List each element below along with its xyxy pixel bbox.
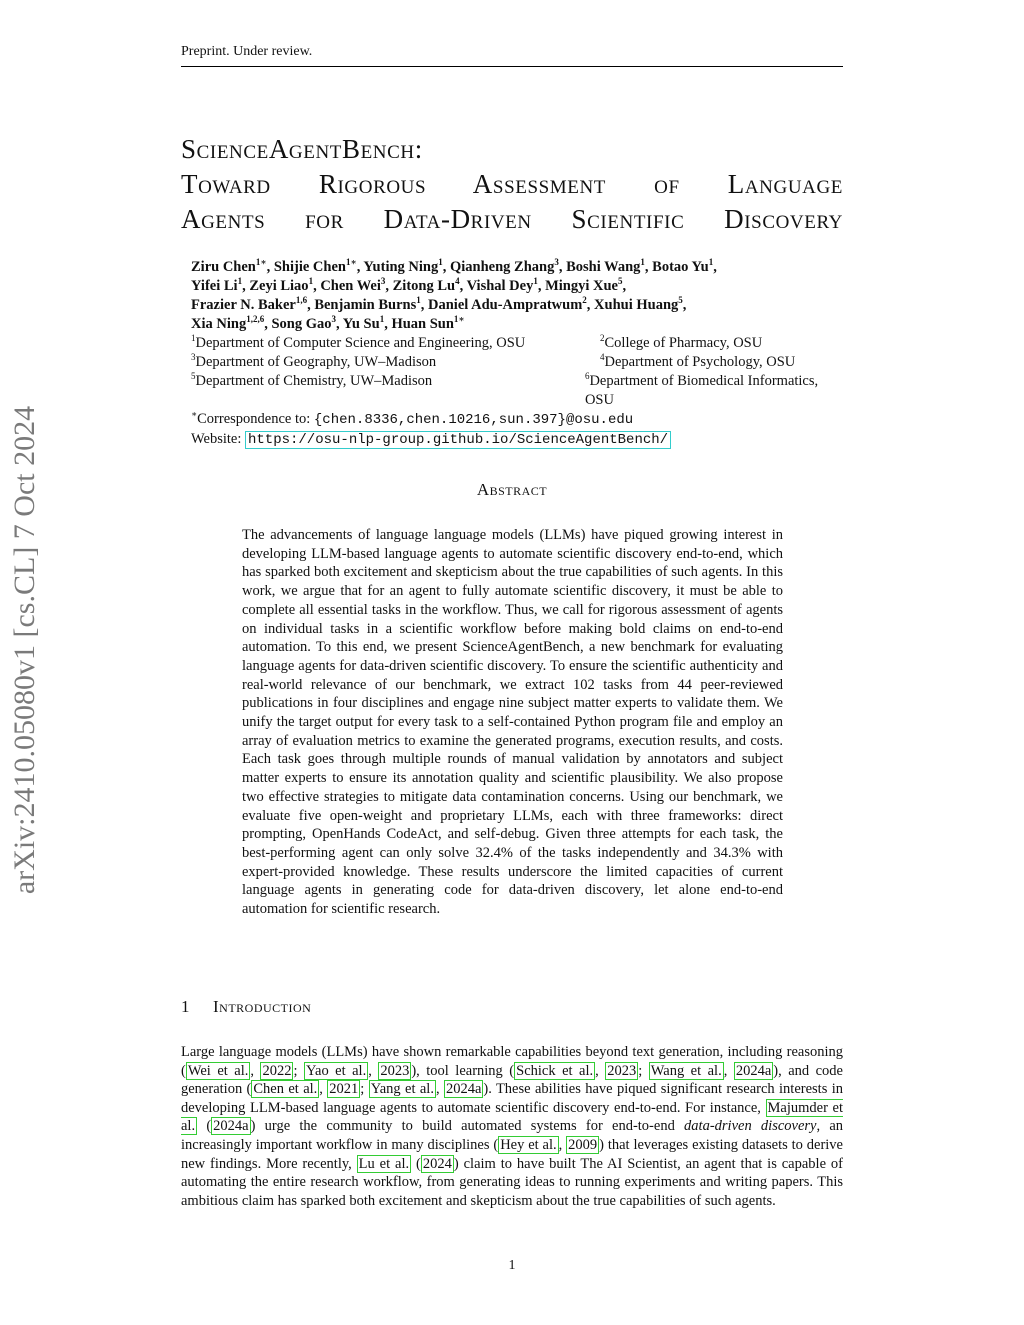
citation-year-link[interactable]: 2024 [422, 1155, 452, 1172]
author-affil-marker: 1,6 [295, 295, 308, 306]
introduction-paragraph [181, 1043, 843, 1210]
author-line-3: Frazier N. Baker$^{1,6}$, Benjamin Burns$^1$, Daniel Adu-Ampratwum$^2$, Xuhui Huang$^5$, [191, 295, 687, 313]
intro-text: ), tool learning ( [411, 1062, 515, 1079]
intro-text: , [250, 1062, 261, 1079]
intro-text: urge the community to build automated systems for end-to-end [255, 1118, 685, 1135]
author-affil-marker: 1 [708, 257, 714, 268]
correspondence-line [191, 410, 841, 430]
author-name: Botao Yu [652, 259, 709, 275]
abstract-text: The advancements of language language models (LLMs) have piqued growing interest in developing LLM-based language agents to automate scientific discovery end-to-end, which has sparked both excitement and skepticism about the true capabilities of such agents. In this work, we argue that for an agent to fully automate scientific discovery, it must be able to complete all essential tasks in the workflow. Thus, we call for rigorous assessment of agents on individual tasks in a scientific workflow before making bold claims on end-to-end automation. To this end, we present ScienceAgentBench, a new benchmark for evaluating language agents for data-driven scientific discovery. To ensure the scientific authenticity and real-world relevance of our benchmark, we extract 102 tasks from 44 peer-reviewed publications in four disciplines and engage nine subject matter experts to validate them. We unify the target output for every task to a self-contained Python program file and employ an array of evaluation metrics to examine the generated programs, execution results, and costs. Each task goes through multiple rounds of manual validation by annotators and subject matter experts to ensure its annotation quality and scientific plausibility. We also propose two effective strategies to mitigate data contamination concerns. Using our benchmark, we evaluate five open-weight and proprietary LLMs, each with three frameworks: direct prompting, OpenHands CodeAct, and self-debug. Given three attempts for each task, the best-performing agent can only solve 32.4% of the tasks independently and 34.3% with expert-provided knowledge. These results underscore the limited capacities of current language agents in generating code for data-driven discovery, let alone end-to-end automation for scientific research. [242, 527, 783, 918]
author-affil-marker: 1 [533, 276, 538, 287]
citation-link[interactable]: Chen et al. [253, 1081, 318, 1098]
intro-text: , [595, 1062, 606, 1079]
affil-number: 4 [600, 352, 605, 363]
website-link[interactable]: https://osu-nlp-group.github.io/ScienceAgentBench/ [245, 431, 671, 449]
affil-text: Department of Geography, UW–Madison [195, 354, 437, 370]
section-number: 1 [181, 997, 190, 1016]
intro-text: ) that leverages existing datasets to derive new findings. More recently, [181, 1136, 843, 1172]
website-line [191, 430, 841, 450]
author-affil-marker: 3 [331, 314, 336, 325]
author-affil-marker: 5 [618, 276, 623, 287]
author-affil-marker: 1 [237, 276, 243, 287]
author-line-2: Yifei Li$^1$, Zeyi Liao$^1$, Chen Wei$^3$, Zitong Lu$^4$, Vishal Dey$^1$, Mingyi Xue$^5$, [191, 276, 627, 294]
author-affil-marker: 1,2,6 [246, 314, 265, 325]
citation-year-link[interactable]: 2023 [607, 1062, 637, 1079]
citation-year-link[interactable]: 2023 [380, 1062, 410, 1079]
author-affil-marker: 3 [554, 257, 559, 268]
intro-text: ). These abilities have piqued significant research interests in developing LLM-based language agents to automate scientific discovery end-to-end. For instance, [181, 1081, 843, 1116]
paper-title [181, 132, 843, 237]
correspondence-marker: ∗ [191, 409, 198, 420]
affiliation [191, 372, 585, 410]
intro-text: ) [250, 1118, 256, 1135]
author-name: Yuting Ning [363, 259, 439, 275]
affiliation [585, 372, 841, 410]
citation-link[interactable]: Wei et al. [187, 1062, 249, 1079]
affil-number: 1 [191, 333, 196, 344]
author-name: Chen Wei [320, 278, 381, 294]
affil-text: Department of Biomedical Informatics, OSU [584, 373, 819, 408]
intro-text: ) [453, 1155, 459, 1172]
citation-year-link[interactable]: 2009 [568, 1136, 598, 1153]
affiliation [191, 353, 600, 372]
affil-number: 6 [584, 371, 590, 382]
intro-text: ; [638, 1062, 649, 1079]
author-name: Mingyi Xue [545, 278, 618, 294]
author-affil-marker: 1 [379, 314, 385, 325]
intro-text: , [319, 1081, 328, 1098]
author-name: Frazier N. Baker [191, 297, 296, 313]
citation-year-link[interactable]: 2022 [262, 1062, 292, 1079]
author-name: Yifei Li [191, 278, 238, 294]
citation-link[interactable]: Schick et al. [516, 1062, 594, 1079]
section-heading-introduction [181, 997, 311, 1017]
author-affil-marker: 1 [308, 276, 314, 287]
author-line-4: Xia Ning$^{1,2,6}$, Song Gao$^3$, Yu Su$^1$, Huan Sun$^{1∗}$ [191, 314, 465, 332]
intro-text: , [435, 1081, 444, 1098]
title-line-3: Agents for Data-Driven Scientific Discovery [181, 204, 843, 234]
title-line-2: Toward Rigorous Assessment of Language [181, 169, 843, 199]
author-affil-marker: 3 [380, 276, 386, 287]
affiliation [600, 334, 762, 353]
abstract-heading: Abstract [476, 480, 548, 499]
author-affil-marker: 1 [640, 257, 645, 268]
author-affil-marker: 4 [455, 276, 460, 287]
citation-year-link[interactable]: 2024a [445, 1081, 482, 1098]
author-block [191, 258, 841, 450]
running-header: Preprint. Under review. [181, 44, 843, 67]
intro-text: ; [293, 1062, 304, 1079]
title-line-1: ScienceAgentBench: [181, 134, 423, 164]
affil-text: College of Pharmacy, OSU [604, 335, 763, 351]
author-name: Xuhui Huang [594, 297, 679, 313]
correspondence-emails[interactable]: {chen.8336,chen.10216,sun.397}@osu.edu [313, 412, 634, 428]
author-name: Benjamin Burns [314, 297, 417, 313]
affil-number: 5 [191, 371, 196, 382]
citation-link[interactable]: Lu et al. [358, 1155, 410, 1172]
intro-text: ( [416, 1155, 421, 1172]
author-line-1: Ziru Chen$^{1∗}$, Shijie Chen$^{1∗}$, Yuting Ning$^1$, Qianheng Zhang$^3$, Boshi Wang$^1$, Botao Yu$^1$, [191, 257, 717, 275]
affil-text: Department of Psychology, OSU [604, 354, 796, 370]
affiliation [600, 353, 795, 372]
affil-text: Department of Chemistry, UW–Madison [195, 373, 433, 389]
intro-text: Large language models (LLMs) have shown remarkable capabilities beyond text generation, including reasoning ( [181, 1044, 843, 1079]
author-affil-marker: 2 [582, 295, 587, 306]
author-affil-marker: 1∗ [345, 257, 357, 268]
correspondence-label: Correspondence to: [197, 411, 314, 427]
intro-text: claim to have built The AI Scientist, an agent that is capable of automating the entire research workflow, from generating ideas to running experiments and writing papers. This ambitious claim has sparked both excitement and skepticism about the true capabilities of such agents. [181, 1155, 843, 1209]
author-name: Qianheng Zhang [449, 259, 555, 275]
author-affil-marker: 5 [678, 295, 683, 306]
affil-number: 3 [191, 352, 196, 363]
author-name: Huan Sun [391, 316, 454, 332]
affiliation-row [191, 372, 841, 410]
affil-number: 2 [600, 333, 605, 344]
author-name: Boshi Wang [566, 259, 641, 275]
citation-year-link[interactable]: 2024a [735, 1062, 772, 1079]
author-name: Song Gao [271, 316, 332, 332]
intro-text: , [368, 1062, 379, 1079]
author-name: Zeyi Liao [249, 278, 309, 294]
citation-year-link[interactable]: 2024a [213, 1118, 249, 1135]
affil-text: Department of Computer Science and Engineering, OSU [195, 335, 526, 351]
author-affil-marker: 1∗ [453, 314, 465, 325]
intro-text: ), and code generation ( [181, 1062, 843, 1098]
intro-text: ; [360, 1081, 369, 1098]
arxiv-identifier-stamp: arXiv:2410.05080v1 [cs.CL] 7 Oct 2024 [8, 405, 41, 895]
author-affil-marker: 1 [416, 295, 421, 306]
citation-link[interactable]: Wang et al. [650, 1062, 722, 1079]
page-number: 1 [508, 1258, 516, 1273]
intro-text: ( [206, 1118, 212, 1135]
citation-link[interactable]: Yao et al. [305, 1062, 367, 1079]
citation-link[interactable]: Majumder et al. [181, 1099, 843, 1135]
author-affil-marker: 1∗ [255, 257, 267, 268]
author-name: Vishal Dey [466, 278, 534, 294]
affiliation-row [191, 334, 841, 353]
affiliation [191, 334, 600, 353]
author-name: Daniel Adu-Ampratwum [428, 297, 583, 313]
website-label: Website: [191, 431, 245, 447]
author-name: Ziru Chen [191, 259, 256, 275]
author-name: Xia Ning [191, 316, 247, 332]
section-title: Introduction [213, 997, 312, 1016]
author-affil-marker: 1 [438, 257, 443, 268]
citation-link[interactable]: Yang et al. [370, 1081, 434, 1098]
intro-emphasis: data-driven discovery [684, 1118, 817, 1135]
intro-text: , [558, 1136, 567, 1153]
author-name: Yu Su [342, 316, 380, 332]
author-name: Shijie Chen [273, 259, 346, 275]
affiliation-row [191, 353, 841, 372]
intro-text: , [723, 1062, 734, 1079]
citation-link[interactable]: Hey et al. [500, 1136, 557, 1153]
author-name: Zitong Lu [392, 278, 456, 294]
intro-text [197, 1118, 206, 1134]
citation-year-link[interactable]: 2021 [329, 1081, 359, 1098]
intro-text: , an increasingly important workflow in many disciplines ( [181, 1118, 844, 1153]
